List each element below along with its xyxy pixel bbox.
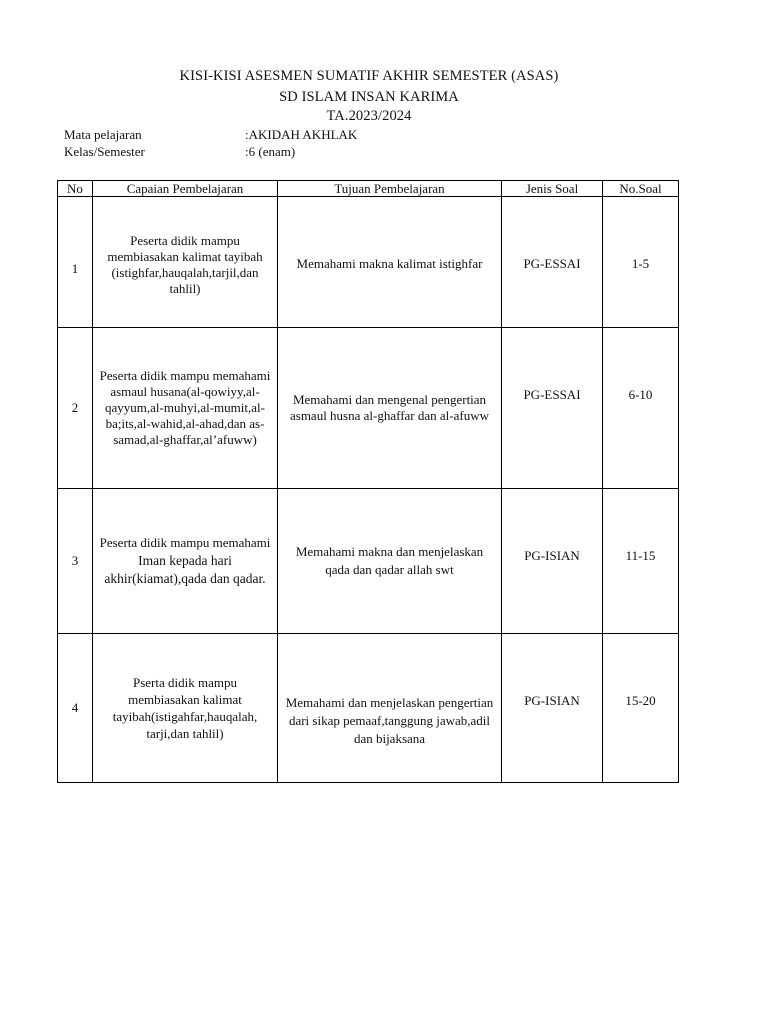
cell-jenis: PG-ESSAI: [502, 328, 603, 489]
cell-capaian: Peserta didik mampu memahami asmaul husana(al-qowiyy,al-qayyum,al-muhyi,al-mumit,al-ba;its,al-wahid,al-ahad,dan as-samad,al-ghaffar,al’afuww): [93, 328, 278, 489]
cell-tujuan: Memahami makna dan menjelaskan qada dan qadar allah swt: [278, 489, 502, 634]
title-line-2: SD ISLAM INSAN KARIMA: [279, 89, 459, 105]
capaian-line-a: Peserta didik mampu memahami: [99, 535, 271, 550]
class-label: Kelas/Semester: [64, 144, 145, 159]
subject-label: Mata pelajaran: [64, 127, 142, 142]
table-row: [58, 489, 679, 634]
cell-no: 1: [58, 197, 93, 328]
cell-tujuan: Memahami dan mengenal pengertian asmaul husna al-ghaffar dan al-afuww: [278, 328, 502, 489]
table-row: [58, 328, 679, 489]
header-no: No: [58, 181, 93, 197]
header-jenis: Jenis Soal: [502, 181, 603, 197]
cell-capaian: [93, 489, 278, 634]
cell-nosoal: 6-10: [603, 328, 679, 489]
cell-capaian: Pserta didik mampu membiasakan kalimat tayibah(istigahfar,hauqalah, tarji,dan tahlil): [93, 634, 278, 783]
cell-jenis: PG-ISIAN: [502, 489, 603, 634]
cell-tujuan: Memahami makna kalimat istighfar: [278, 197, 502, 328]
table-row: [58, 197, 679, 328]
cell-jenis: PG-ESSAI: [502, 197, 603, 328]
cell-no: 4: [58, 634, 93, 783]
header-tujuan: Tujuan Pembelajaran: [278, 181, 502, 197]
table-header-row: [58, 181, 679, 197]
cell-nosoal: 1-5: [603, 197, 679, 328]
cell-no: 3: [58, 489, 93, 634]
header-capaian: Capaian Pembelajaran: [93, 181, 278, 197]
cell-jenis: PG-ISIAN: [502, 634, 603, 783]
cell-nosoal: 11-15: [603, 489, 679, 634]
subject-value: :AKIDAH AKHLAK: [245, 127, 358, 142]
cell-capaian: Peserta didik mampu membiasakan kalimat tayibah (istighfar,hauqalah,tarjil,dan tahlil): [93, 197, 278, 328]
capaian-line-b: Iman kepada hari akhir(kiamat),qada dan qadar.: [104, 553, 266, 586]
title-line-1: KISI-KISI ASESMEN SUMATIF AKHIR SEMESTER (ASAS): [179, 68, 559, 84]
header-nosoal: No.Soal: [603, 181, 679, 197]
title-line-3: TA.2023/2024: [326, 108, 412, 124]
cell-tujuan: Memahami dan menjelaskan pengertian dari sikap pemaaf,tanggung jawab,adil dan bijaksana: [278, 634, 502, 783]
cell-no: 2: [58, 328, 93, 489]
table-row: [58, 634, 679, 783]
class-value: :6 (enam): [245, 144, 296, 159]
cell-nosoal: 15-20: [603, 634, 679, 783]
kisi-kisi-table: [57, 180, 679, 783]
